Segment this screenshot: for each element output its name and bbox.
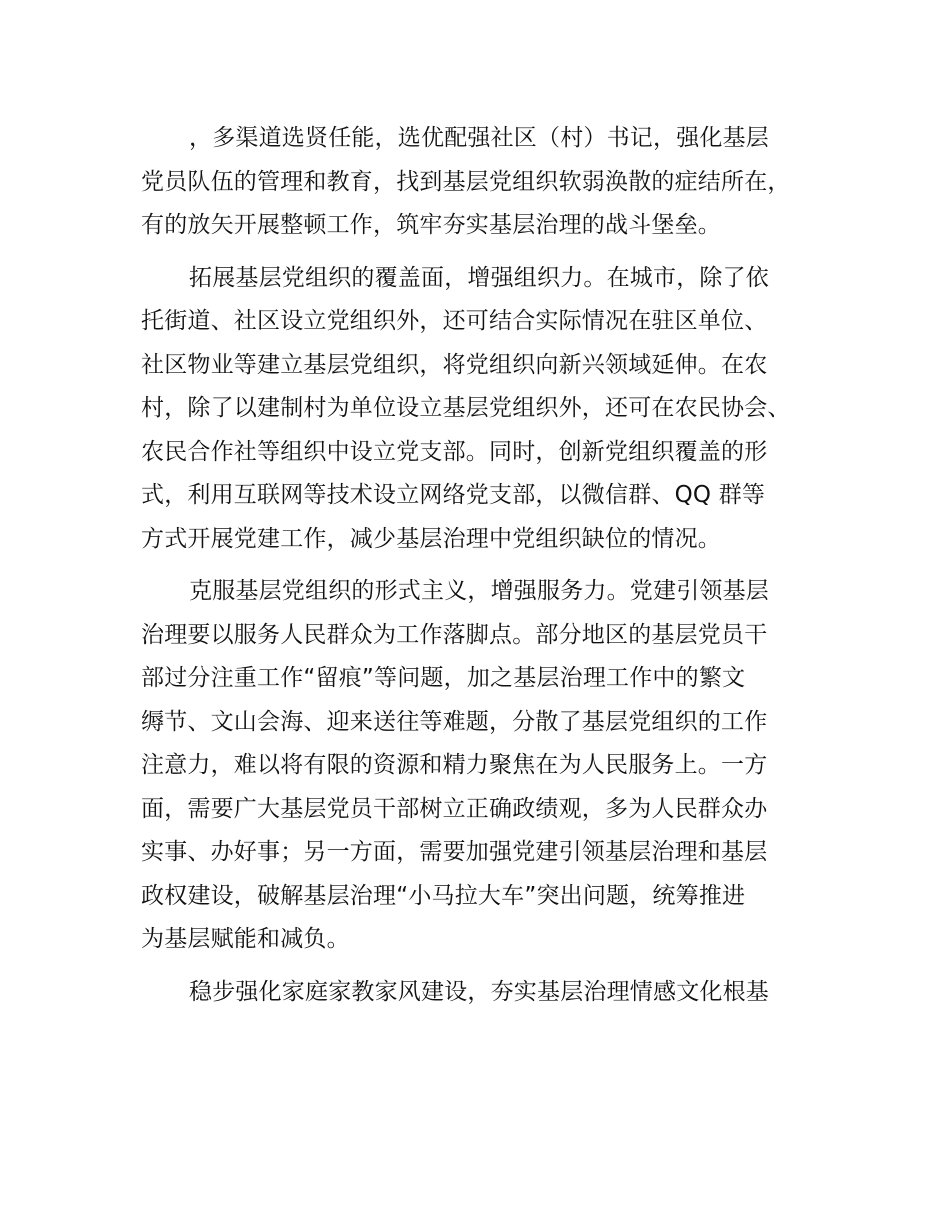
text-line: 政权建设，破解基层治理“小马拉大车”突出问题，统筹推进: [141, 883, 746, 909]
text-line: 社区物业等建立基层党组织，将党组织向新兴领域延伸。在农: [141, 352, 768, 378]
text-line: 村，除了以建制村为单位设立基层党组织外，还可在农民协会、: [141, 395, 791, 421]
text-line: 党员队伍的管理和教育，找到基层党组织软弱涣散的症结所在，: [141, 169, 791, 195]
text-line: 拓展基层党组织的覆盖面，增强组织力。在城市，除了依: [189, 265, 769, 291]
text-line: 农民合作社等组织中设立党支部。同时，创新党组织覆盖的形: [141, 439, 768, 465]
text-line: 方式开展党建工作，减少基层治理中党组织缺位的情况。: [141, 526, 721, 552]
text-line: 面，需要广大基层党员干部树立正确政绩观，多为人民群众办: [141, 796, 768, 822]
text-line: 式，利用互联网等技术设立网络党支部，以微信群、QQ 群等: [141, 482, 766, 508]
text-line: 有的放矢开展整顿工作，筑牢夯实基层治理的战斗堡垒。: [141, 212, 721, 238]
text-line: 部过分注重工作“留痕”等问题，加之基层治理工作中的繁文: [141, 665, 746, 691]
text-line: 注意力，难以将有限的资源和精力聚焦在为人民服务上。一方: [141, 752, 768, 778]
text-line: 缛节、文山会海、迎来送往等难题，分散了基层党组织的工作: [141, 709, 768, 735]
text-line: 稳步强化家庭家教家风建设，夯实基层治理情感文化根基: [189, 979, 769, 1005]
text-line: 为基层赋能和减负。: [141, 926, 350, 952]
text-line: 治理要以服务人民群众为工作落脚点。部分地区的基层党员干: [141, 622, 768, 648]
text-line: 实事、办好事；另一方面，需要加强党建引领基层治理和基层: [141, 839, 768, 865]
text-line: 克服基层党组织的形式主义，增强服务力。党建引领基层: [189, 578, 769, 604]
text-line: ，多渠道选贤任能，选优配强社区（村）书记，强化基层: [189, 125, 769, 151]
text-line: 托街道、社区设立党组织外，还可结合实际情况在驻区单位、: [141, 308, 768, 334]
